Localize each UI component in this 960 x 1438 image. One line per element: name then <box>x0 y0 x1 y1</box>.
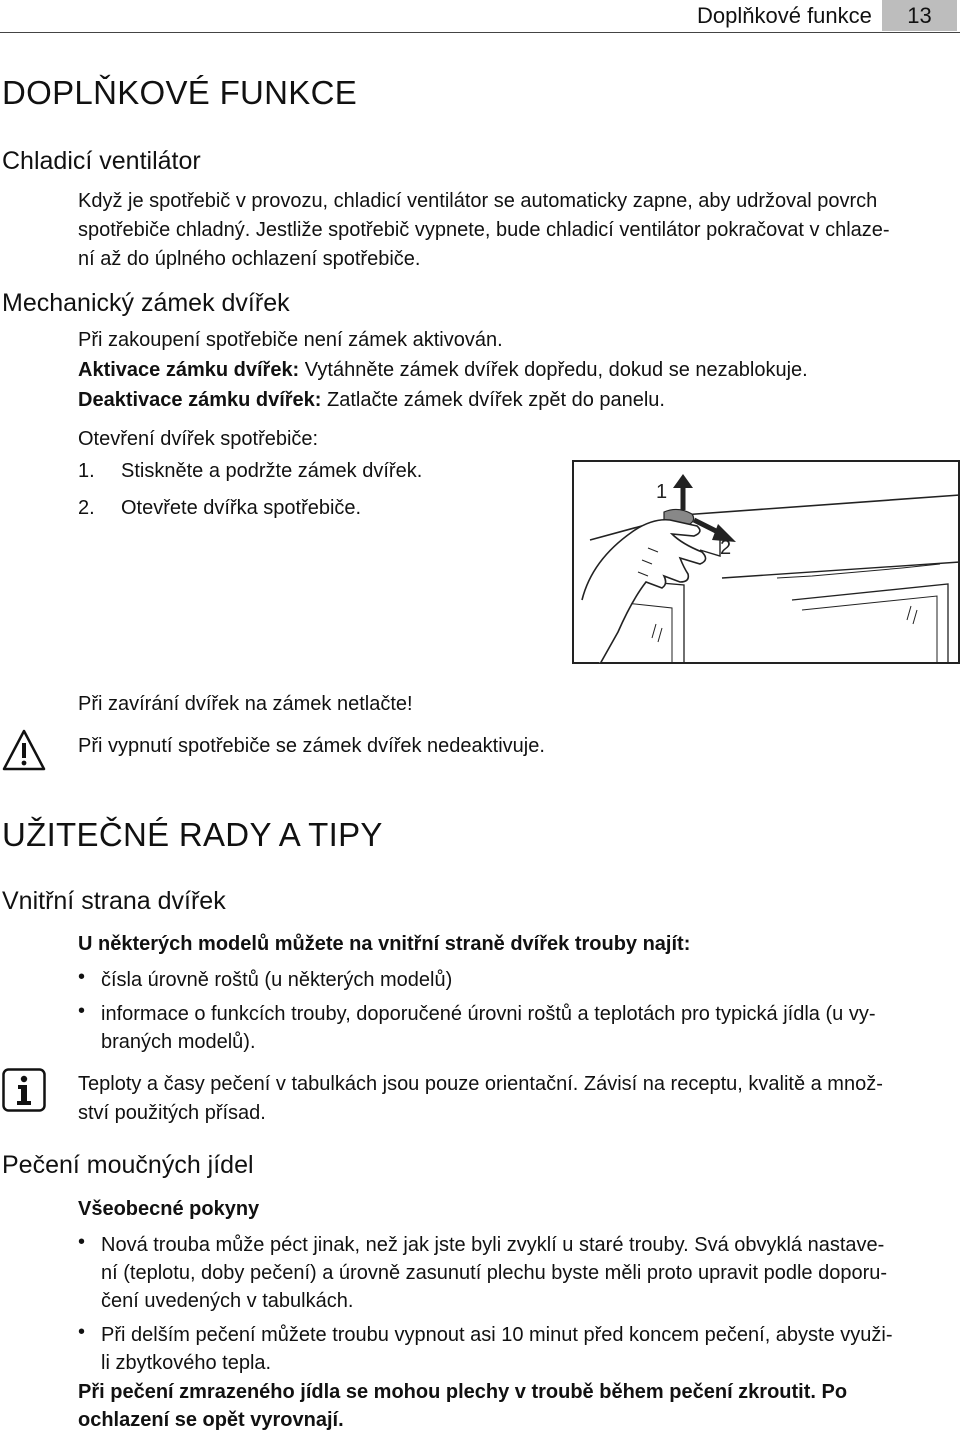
deactivation-label: Deaktivace zámku dvířek: <box>78 389 322 411</box>
inner-door-intro: U některých modelů můžete na vnitřní straně dvířek trouby najít: <box>78 933 691 955</box>
bullet-dot: • <box>78 1321 86 1343</box>
running-header-title: Doplňkové funkce <box>697 3 872 28</box>
lock-activation-line <box>78 356 808 384</box>
bullet-line: braných modelů). <box>101 1031 256 1053</box>
door-lock-illustration <box>572 460 960 664</box>
bullet-line: čísla úrovně roštů (u některých modelů) <box>101 969 453 991</box>
activation-text: Vytáhněte zámek dvířek dopředu, dokud se nezablokuje. <box>299 359 808 381</box>
section-heading-hints-tips: UŽITEČNÉ RADY A TIPY <box>2 816 383 853</box>
bullet-dot: • <box>78 966 86 988</box>
bullet-line: informace o funkcích trouby, doporučené úrovni roštů a teplotách pro typická jídla (u vy- <box>101 1003 876 1025</box>
step-text: Stiskněte a podržte zámek dvířek. <box>121 460 423 482</box>
warning-line: Při vypnutí spotřebiče se zámek dvířek nedeaktivuje. <box>78 735 545 757</box>
lock-deactivation-line <box>78 386 665 414</box>
section-heading-extra-functions: DOPLŇKOVÉ FUNKCE <box>2 74 358 111</box>
figure-label: 1 <box>656 481 668 503</box>
subheading-cooling-fan: Chladicí ventilátor <box>2 147 201 175</box>
deactivation-text: Zatlačte zámek dvířek zpět do panelu. <box>321 389 665 411</box>
step-number: 2. <box>78 497 95 519</box>
fan-paragraph-line: Když je spotřebič v provozu, chladicí ventilátor se automaticky zapne, aby udržoval povrch <box>78 190 878 212</box>
header-rule <box>0 32 960 33</box>
lock-intro: Při zakoupení spotřebiče není zámek aktivován. <box>78 329 503 351</box>
figure-label: 2 <box>720 537 732 559</box>
fan-paragraph-line: ní až do úplného ochlazení spotřebiče. <box>78 248 421 270</box>
warning-line: Při zavírání dvířek na zámek netlačte! <box>78 693 413 715</box>
bullet-dot: • <box>78 1000 86 1022</box>
step-number: 1. <box>78 460 95 482</box>
bullet-dot: • <box>78 1231 86 1253</box>
page-number: 13 <box>882 0 957 31</box>
subheading-inner-door: Vnitřní strana dvířek <box>2 887 226 915</box>
open-door-title: Otevření dvířek spotřebiče: <box>78 428 319 450</box>
fan-paragraph-line: spotřebiče chladný. Jestliže spotřebič vypnete, bude chladicí ventilátor pokračovat v chlaze- <box>78 219 890 241</box>
subheading-door-lock: Mechanický zámek dvířek <box>2 289 290 317</box>
bullet-line: čení uvedených v tabulkách. <box>101 1290 354 1312</box>
warning-icon <box>2 728 46 772</box>
bullet-line: ní (teplotu, doby pečení) a úrovně zasunutí plechu byste měli proto upravit podle doporu- <box>101 1262 888 1284</box>
bullet-line: Při delším pečení můžete troubu vypnout asi 10 minut před koncem pečení, abyste využi- <box>101 1324 893 1346</box>
frozen-food-note: ochlazení se opět vyrovnají. <box>78 1409 344 1431</box>
general-instructions-heading: Všeobecné pokyny <box>78 1198 260 1220</box>
frozen-food-note: Při pečení zmrazeného jídla se mohou plechy v troubě během pečení zkroutit. Po <box>78 1381 848 1403</box>
info-icon <box>2 1068 46 1112</box>
step-text: Otevřete dvířka spotřebiče. <box>121 497 362 519</box>
info-line: Teploty a časy pečení v tabulkách jsou pouze orientační. Závisí na receptu, kvalitě a množ- <box>78 1073 883 1095</box>
bullet-line: li zbytkového tepla. <box>101 1352 272 1374</box>
subheading-baking: Pečení moučných jídel <box>2 1151 254 1179</box>
activation-label: Aktivace zámku dvířek: <box>78 359 300 381</box>
bullet-line: Nová trouba může péct jinak, než jak jste byli zvyklí u staré trouby. Svá obvyklá nastave- <box>101 1234 885 1256</box>
info-line: ství použitých přísad. <box>78 1102 266 1124</box>
